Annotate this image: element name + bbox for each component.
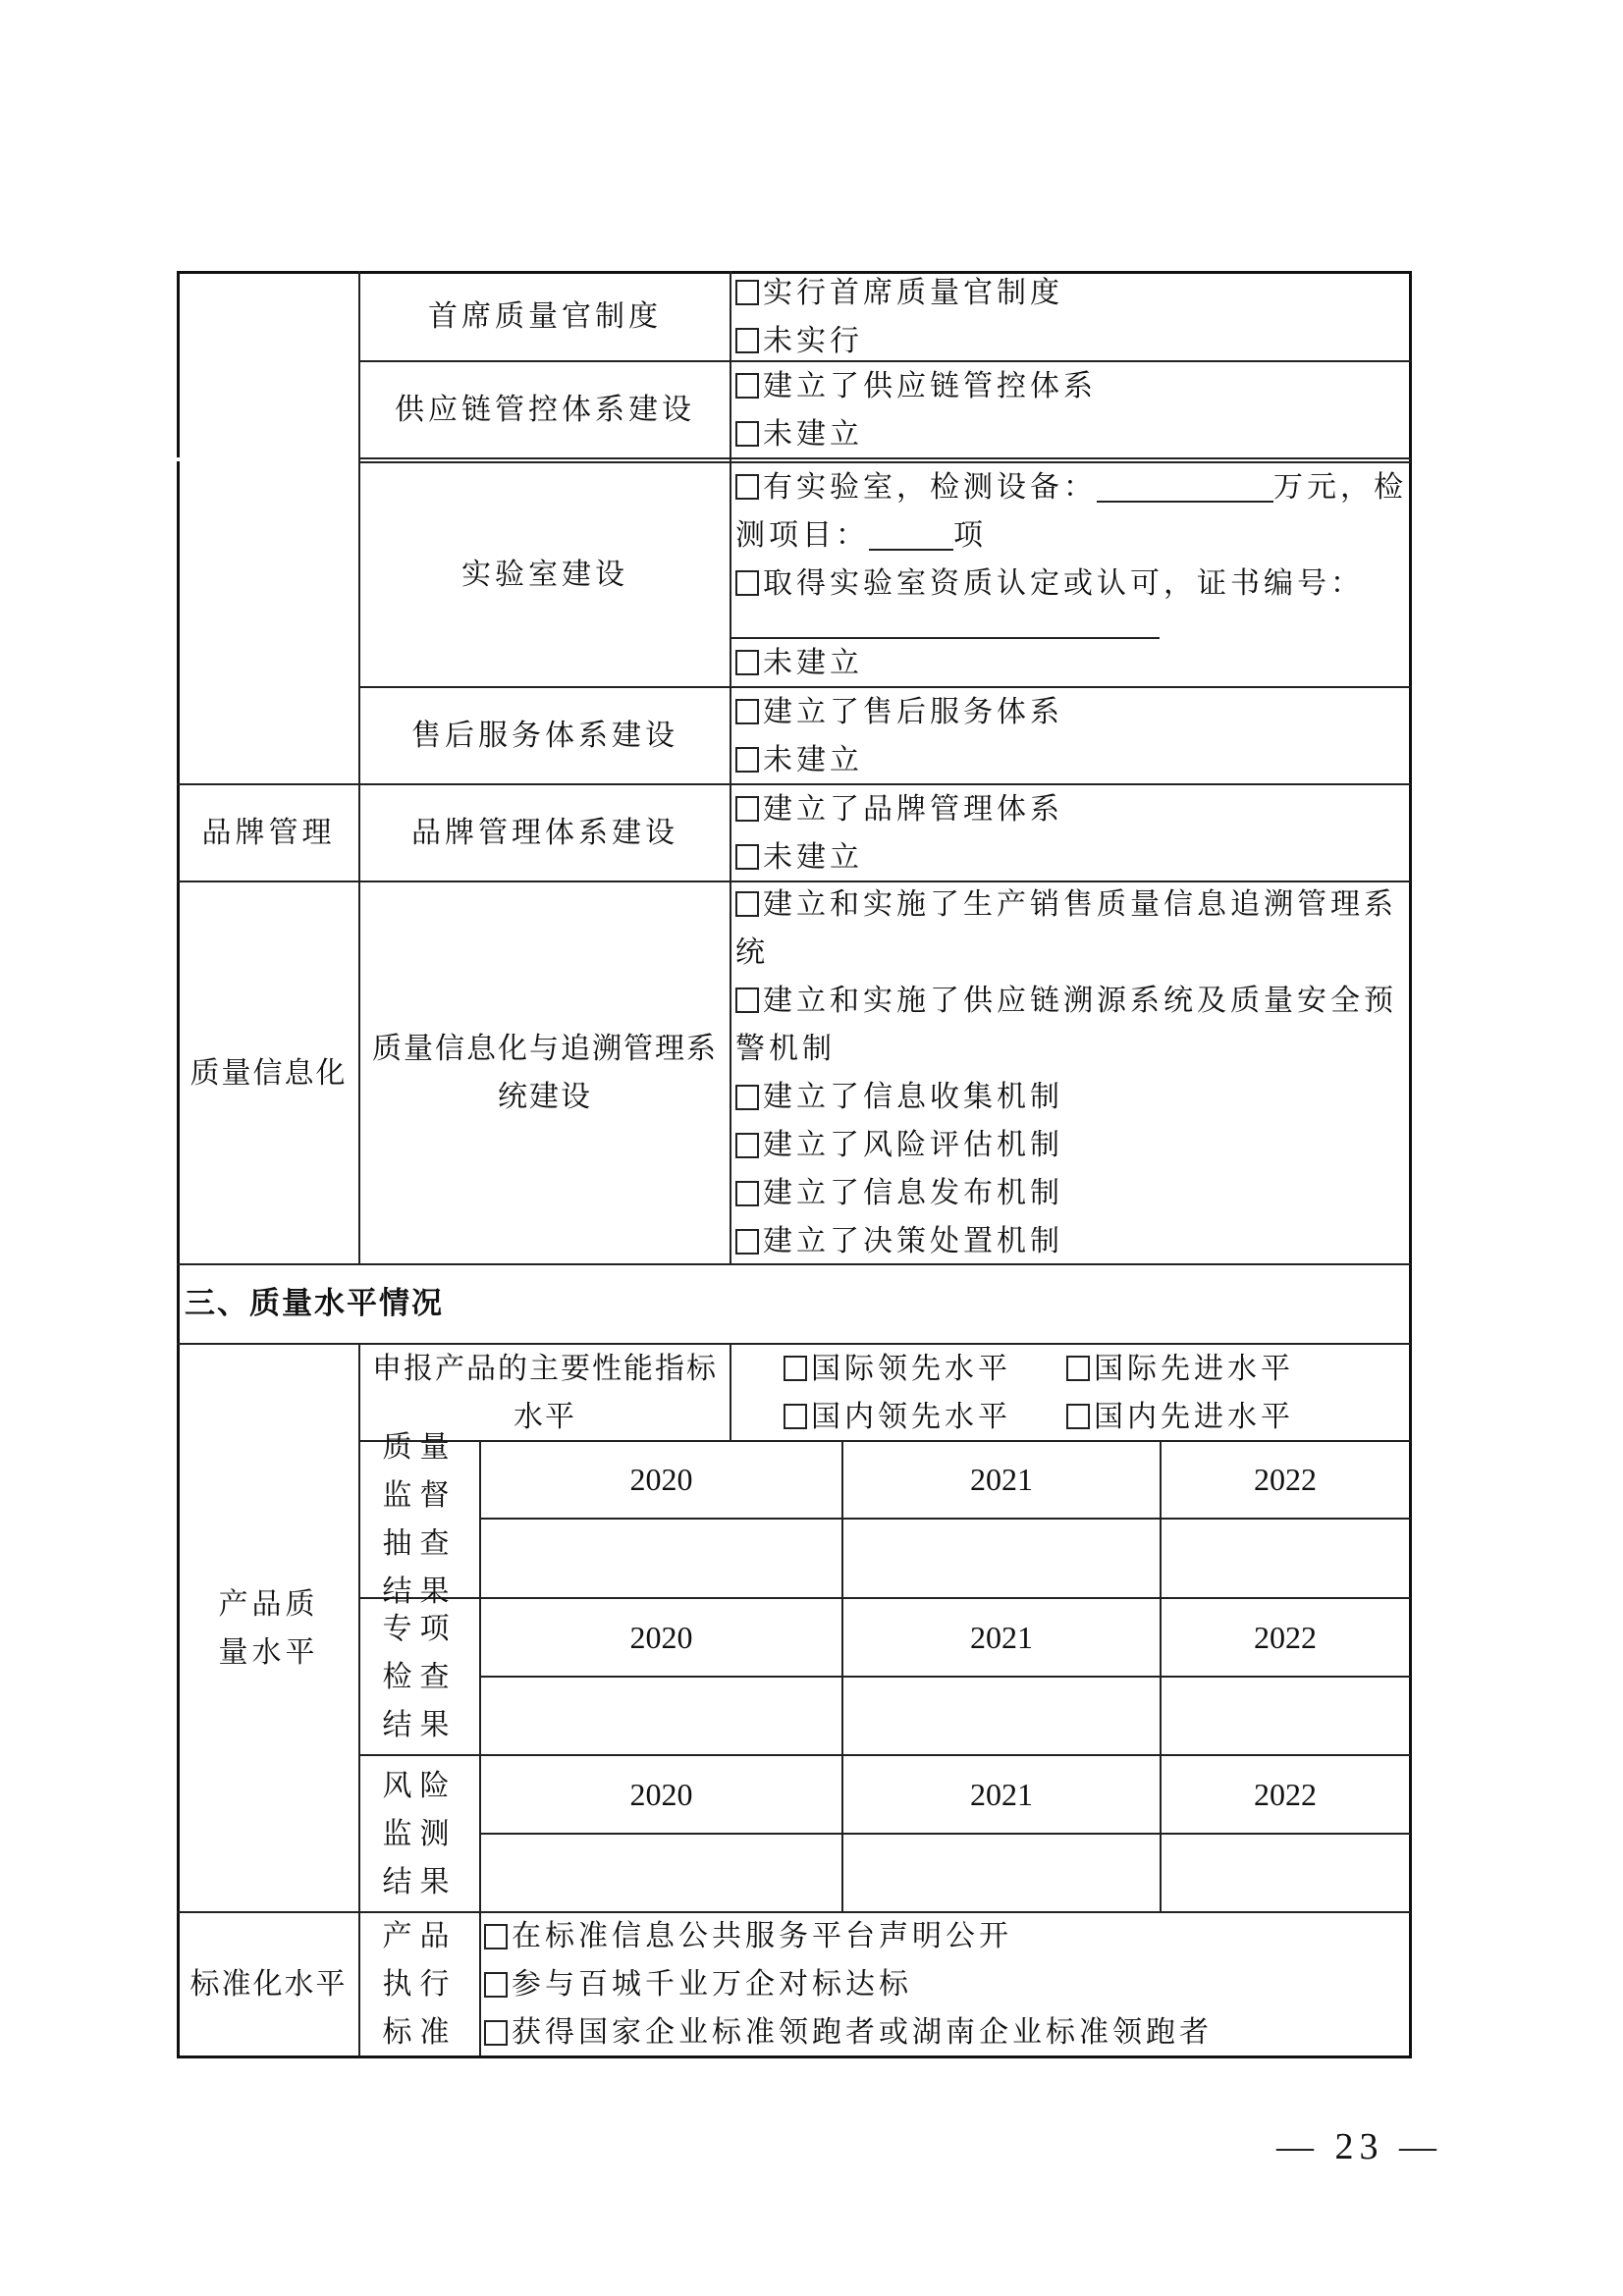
checkbox-option[interactable] xyxy=(735,1121,1407,1169)
row-label: 产品执行标准 xyxy=(382,1919,458,2050)
option-label: 建立了售后服务体系 xyxy=(763,694,1063,729)
option-label: 建立了品牌管理体系 xyxy=(763,791,1063,827)
option-label: 在标准信息公共服务平台声明公开 xyxy=(512,1919,1012,1953)
option-label: 测项目： xyxy=(735,517,869,553)
result-input[interactable] xyxy=(481,1520,841,1597)
option-label: 项 xyxy=(953,517,987,553)
category-label: 标准化水平 xyxy=(189,1967,348,2002)
option-label: 未建立 xyxy=(763,742,863,777)
checkbox-option[interactable] xyxy=(784,1345,1066,1393)
checkbox-icon[interactable] xyxy=(735,844,759,870)
checkbox-icon[interactable] xyxy=(735,421,759,447)
column-divider xyxy=(730,1343,731,1440)
option-label: 未建立 xyxy=(763,839,863,875)
checkbox-option[interactable] xyxy=(735,410,1409,458)
option-label: 实行首席质量官制度 xyxy=(763,275,1063,310)
result-input[interactable] xyxy=(1162,1835,1409,1911)
checkbox-option[interactable] xyxy=(735,833,1409,881)
year-header: 2020 xyxy=(629,1619,693,1655)
row-label: 首席质量官制度 xyxy=(428,299,662,334)
option-label: 国际领先水平 xyxy=(811,1351,1011,1386)
checkbox-option[interactable] xyxy=(735,1073,1407,1121)
category-label: 质量信息化 xyxy=(189,1055,348,1091)
indicator-options xyxy=(735,1345,1409,1440)
result-row-label: 专项检查结果 xyxy=(382,1611,458,1742)
option-label: 万元，检 xyxy=(1273,469,1407,505)
checkbox-icon[interactable] xyxy=(735,699,759,724)
option-label: 国内先进水平 xyxy=(1094,1399,1294,1434)
options-group xyxy=(735,785,1409,881)
row-label: 售后服务体系建设 xyxy=(411,719,678,753)
checkbox-icon[interactable] xyxy=(735,373,759,399)
checkbox-icon[interactable] xyxy=(784,1404,807,1429)
checkbox-icon[interactable] xyxy=(735,1133,759,1158)
option-label: 未建立 xyxy=(763,416,863,452)
page-number: — 23 — xyxy=(1276,2126,1442,2167)
category-label: 产品质量水平 xyxy=(218,1586,319,1670)
checkbox-icon[interactable] xyxy=(735,1229,759,1255)
checkbox-option[interactable] xyxy=(484,2008,1407,2056)
checkbox-icon[interactable] xyxy=(735,988,759,1013)
year-header: 2022 xyxy=(1254,1776,1317,1812)
year-header: 2021 xyxy=(970,1619,1033,1655)
option-label: 取得实验室资质认定或认可，证书编号： xyxy=(763,565,1364,601)
year-header: 2020 xyxy=(629,1776,693,1812)
option-label: 未建立 xyxy=(763,645,863,680)
row-label: 供应链管控体系建设 xyxy=(395,393,695,427)
checkbox-option[interactable] xyxy=(484,1912,1407,1960)
checkbox-icon[interactable] xyxy=(735,796,759,822)
option-label: 建立了信息发布机制 xyxy=(763,1176,1063,1210)
checkbox-option[interactable] xyxy=(484,1960,1407,2008)
options-group xyxy=(735,362,1409,457)
option-label: 国内领先水平 xyxy=(811,1399,1011,1434)
checkbox-icon[interactable] xyxy=(735,747,759,773)
year-header: 2022 xyxy=(1254,1462,1317,1497)
result-input[interactable] xyxy=(843,1520,1160,1597)
checkbox-option[interactable] xyxy=(735,736,1409,784)
option-label: 建立和实施了生产销售质量信息追溯管理系统 xyxy=(735,887,1397,970)
year-header: 2020 xyxy=(629,1462,693,1497)
result-input[interactable] xyxy=(843,1835,1160,1911)
checkbox-option[interactable] xyxy=(735,639,1409,687)
options-group xyxy=(484,1913,1407,2056)
checkbox-option[interactable] xyxy=(735,977,1407,1073)
result-input[interactable] xyxy=(1162,1678,1409,1754)
equipment-amount-field[interactable] xyxy=(1097,471,1273,503)
checkbox-option[interactable] xyxy=(1066,1345,1361,1393)
checkbox-option[interactable] xyxy=(735,1217,1407,1265)
option-label: 建立了供应链管控体系 xyxy=(763,368,1097,403)
checkbox-icon[interactable] xyxy=(484,1924,508,1949)
result-input[interactable] xyxy=(481,1835,841,1911)
row-label: 申报产品的主要性能指标水平 xyxy=(372,1351,718,1434)
result-input[interactable] xyxy=(481,1678,841,1754)
test-items-field[interactable] xyxy=(869,519,953,551)
section-title: 三、质量水平情况 xyxy=(185,1286,444,1321)
checkbox-icon[interactable] xyxy=(735,280,759,305)
category-label: 品牌管理 xyxy=(201,816,336,850)
checkbox-icon[interactable] xyxy=(735,650,759,675)
checkbox-icon[interactable] xyxy=(1066,1404,1090,1429)
certificate-number-row xyxy=(735,608,1409,639)
result-input[interactable] xyxy=(1162,1520,1409,1597)
checkbox-icon[interactable] xyxy=(735,474,759,500)
checkbox-option[interactable] xyxy=(735,785,1409,833)
options-group xyxy=(735,688,1409,783)
checkbox-option[interactable] xyxy=(735,1169,1407,1217)
options-group xyxy=(735,463,1409,686)
checkbox-option[interactable] xyxy=(784,1393,1066,1441)
option-label: 有实验室，检测设备： xyxy=(763,469,1097,505)
option-label: 建立了信息收集机制 xyxy=(763,1080,1063,1114)
option-label: 国际先进水平 xyxy=(1094,1351,1294,1386)
result-row-label: 质量监督抽查结果 xyxy=(382,1430,458,1609)
column-divider xyxy=(730,271,731,1263)
year-header: 2021 xyxy=(970,1776,1033,1812)
checkbox-icon[interactable] xyxy=(1066,1356,1090,1381)
checkbox-icon[interactable] xyxy=(735,570,759,596)
table-border-right xyxy=(1409,271,1412,2058)
result-input[interactable] xyxy=(843,1678,1160,1754)
checkbox-icon[interactable] xyxy=(484,1972,508,1998)
option-label: 建立了风险评估机制 xyxy=(763,1128,1063,1162)
row-label: 实验室建设 xyxy=(461,558,628,592)
checkbox-option[interactable] xyxy=(735,881,1407,977)
option-label: 参与百城千业万企对标达标 xyxy=(512,1967,912,2002)
row-label: 质量信息化与追溯管理系统建设 xyxy=(372,1032,718,1114)
options-group xyxy=(735,882,1407,1263)
option-continuation xyxy=(735,511,1409,560)
option-label: 未实行 xyxy=(763,323,863,358)
year-header: 2022 xyxy=(1254,1619,1317,1655)
checkbox-option[interactable] xyxy=(735,560,1409,608)
row-label: 品牌管理体系建设 xyxy=(411,816,678,850)
checkbox-icon[interactable] xyxy=(735,1085,759,1110)
options-group xyxy=(735,273,1409,360)
certificate-number-field[interactable] xyxy=(730,608,1160,639)
checkbox-icon[interactable] xyxy=(735,1181,759,1206)
option-label: 建立和实施了供应链溯源系统及质量安全预警机制 xyxy=(735,984,1397,1066)
table-border-left xyxy=(177,271,180,457)
checkbox-option[interactable] xyxy=(735,463,1409,511)
result-row-label: 风险监测结果 xyxy=(382,1768,458,1899)
checkbox-option[interactable] xyxy=(1066,1393,1361,1441)
checkbox-option[interactable] xyxy=(735,688,1409,736)
checkbox-option[interactable] xyxy=(735,317,1409,365)
checkbox-option[interactable] xyxy=(735,269,1409,317)
checkbox-icon[interactable] xyxy=(784,1356,807,1381)
option-label: 建立了决策处置机制 xyxy=(763,1224,1063,1258)
checkbox-icon[interactable] xyxy=(484,2020,508,2046)
checkbox-option[interactable] xyxy=(735,362,1409,410)
year-header: 2021 xyxy=(970,1462,1033,1497)
checkbox-icon[interactable] xyxy=(735,891,759,917)
checkbox-icon[interactable] xyxy=(735,328,759,353)
option-label: 获得国家企业标准领跑者或湖南企业标准领跑者 xyxy=(512,2015,1213,2050)
